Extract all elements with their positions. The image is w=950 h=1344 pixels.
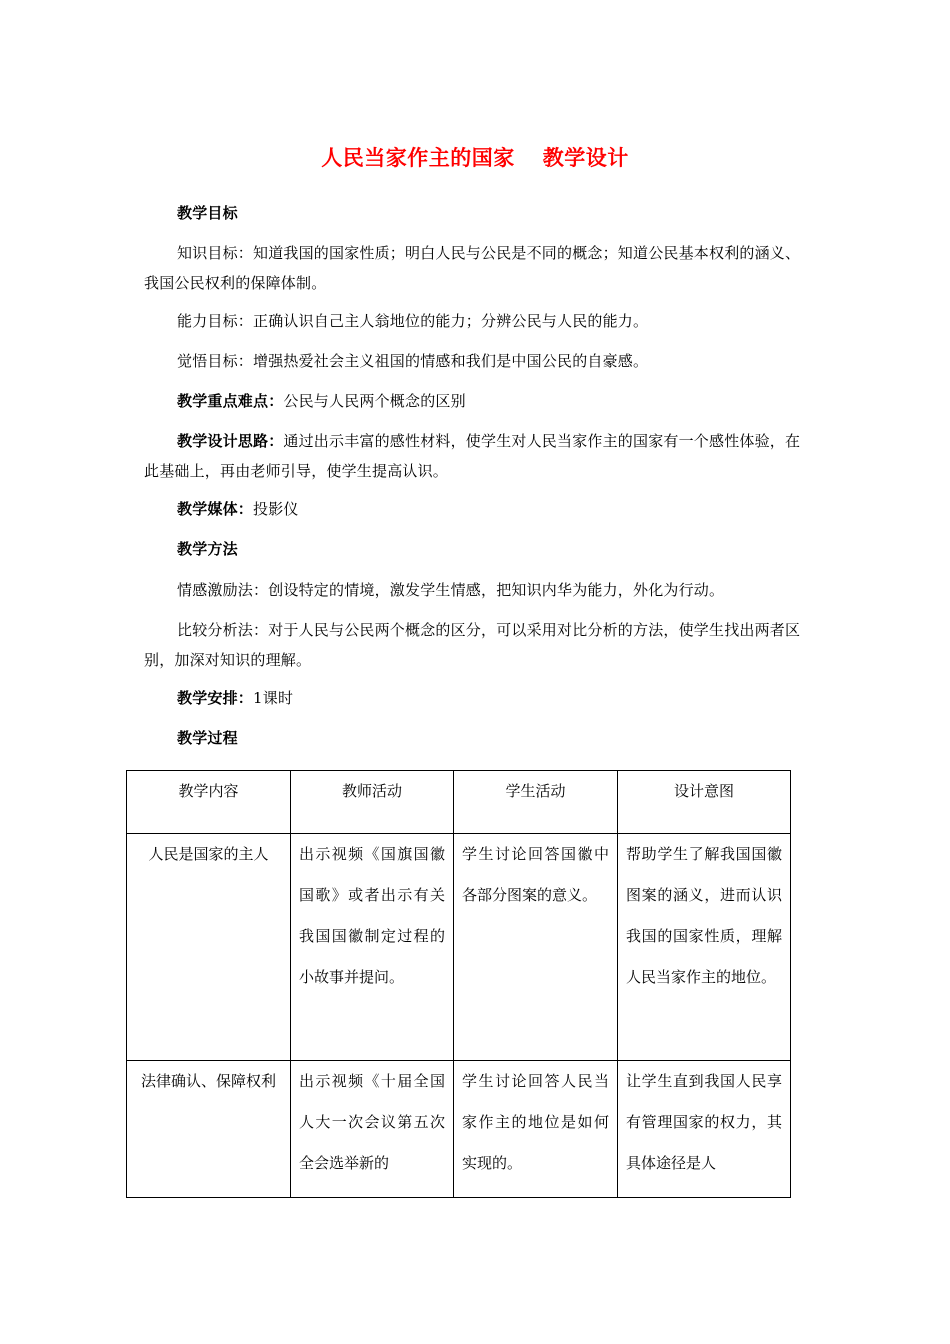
method-compare: 比较分析法：对于人民与公民两个概念的区分，可以采用对比分析的方法，使学生找出两者区别，加深对知识的理解。: [144, 621, 801, 669]
row-intent: 让学生直到我国人民享有管理国家的权力，其具体途径是人: [618, 1061, 791, 1198]
header-student: 学生活动: [454, 771, 618, 834]
schedule: [144, 683, 808, 713]
header-teacher: 教师活动: [291, 771, 454, 834]
row-content: 人民是国家的主人: [127, 834, 291, 1061]
schedule-text: 1课时: [253, 689, 294, 707]
table-row: [127, 834, 791, 1061]
method-emotion: 情感激励法：创设特定的情境，激发学生情感，把知识内华为能力，外化为行动。: [177, 581, 725, 599]
design-idea-text: 通过出示丰富的感性材料，使学生对人民当家作主的国家有一个感性体验，在此基础上，再由老师引导，使学生提高认识。: [144, 432, 801, 480]
row-teacher: 出示视频《国旗国徽国歌》或者出示有关我国国徽制定过程的小故事并提问。: [291, 834, 454, 1061]
row-student: 学生讨论回答人民当家作主的地位是如何实现的。: [454, 1061, 618, 1198]
media-text: 投影仪: [253, 500, 299, 518]
schedule-label: 教学安排：: [177, 689, 254, 707]
design-idea-label: 教学设计思路：: [177, 432, 284, 450]
goals-heading: 教学目标: [177, 204, 238, 222]
awareness-goal: 觉悟目标：增强热爱社会主义祖国的情感和我们是中国公民的自豪感。: [177, 352, 649, 370]
header-intent: 设计意图: [618, 771, 791, 834]
key-points: [144, 386, 808, 416]
process-heading: 教学过程: [177, 729, 238, 747]
knowledge-goal: 知识目标：知道我国的国家性质；明白人民与公民是不同的概念；知道公民基本权利的涵义、我国公民权利的保障体制。: [144, 244, 801, 292]
key-points-text: 公民与人民两个概念的区别: [283, 392, 466, 410]
row-teacher: 出示视频《十届全国人大一次会议第五次全会选举新的: [291, 1061, 454, 1198]
design-idea: [144, 426, 808, 486]
row-intent: 帮助学生了解我国国徽图案的涵义，进而认识我国的国家性质，理解人民当家作主的地位。: [618, 834, 791, 1061]
title-main: 人民当家作主的国家: [321, 146, 515, 170]
media-label: 教学媒体：: [177, 500, 254, 518]
title-sub: 教学设计: [542, 146, 629, 170]
media: [144, 494, 808, 524]
key-points-label: 教学重点难点：: [177, 392, 284, 410]
document-title: [0, 143, 950, 173]
table-header-row: [127, 771, 791, 834]
row-content: 法律确认、保障权利: [127, 1061, 291, 1198]
methods-heading: 教学方法: [177, 540, 238, 558]
row-student: 学生讨论回答国徽中各部分图案的意义。: [454, 834, 618, 1061]
ability-goal: 能力目标：正确认识自己主人翁地位的能力；分辨公民与人民的能力。: [177, 312, 649, 330]
header-content: 教学内容: [127, 771, 291, 834]
table-row: [127, 1061, 791, 1198]
process-table: [126, 770, 791, 1198]
